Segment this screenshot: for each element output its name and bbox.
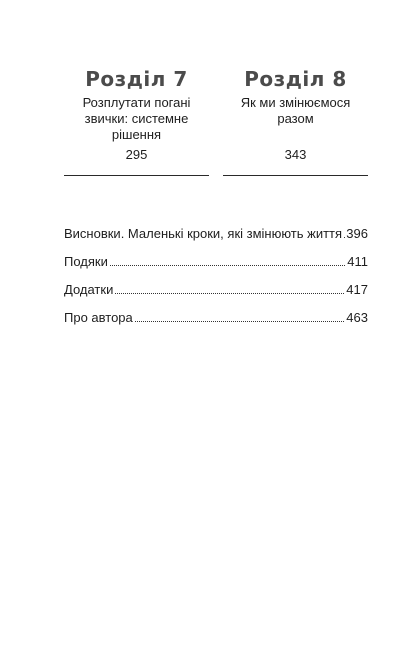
chapter-subtitle xyxy=(72,95,202,143)
chapter-subtitle-line: звички: системне xyxy=(84,111,189,126)
chapter-7 xyxy=(64,64,209,176)
chapter-page-number: 295 xyxy=(125,147,148,162)
toc-entry-label: Висновки. Маленькі кроки, які змінюють життя xyxy=(64,226,343,241)
chapter-page-number: 343 xyxy=(284,147,307,162)
chapter-title: Розділ 7 xyxy=(85,67,188,91)
toc-entry-page: 411 xyxy=(347,254,368,269)
toc-entry-acknowledgements xyxy=(64,254,368,282)
chapter-columns xyxy=(64,64,368,176)
chapter-subtitle-line: разом xyxy=(277,111,314,126)
chapter-subtitle-line: Як ми змінюємося xyxy=(240,95,351,110)
chapter-subtitle-line: Розплутати погані xyxy=(82,95,191,110)
toc-entry-label: Додатки xyxy=(64,282,114,297)
toc-entry-conclusions xyxy=(64,226,368,254)
toc-entry-label: Подяки xyxy=(64,254,108,269)
toc-dot-leader xyxy=(115,293,344,294)
toc-dot-leader xyxy=(135,321,345,322)
toc-entry-page: 396 xyxy=(346,226,368,241)
chapter-title: Розділ 8 xyxy=(244,67,347,91)
toc-dot-leader xyxy=(110,265,345,266)
chapter-8 xyxy=(223,64,368,176)
toc-entry-label: Про автора xyxy=(64,310,133,325)
toc-entry-appendices xyxy=(64,282,368,310)
chapter-subtitle xyxy=(231,95,361,143)
chapter-subtitle-line: рішення xyxy=(111,127,162,142)
toc-entry-about-author xyxy=(64,310,368,338)
chapter-divider xyxy=(223,175,368,176)
chapter-divider xyxy=(64,175,209,176)
toc-entry-page: 463 xyxy=(346,310,368,325)
toc-entry-page: 417 xyxy=(346,282,368,297)
table-of-contents xyxy=(64,226,368,338)
